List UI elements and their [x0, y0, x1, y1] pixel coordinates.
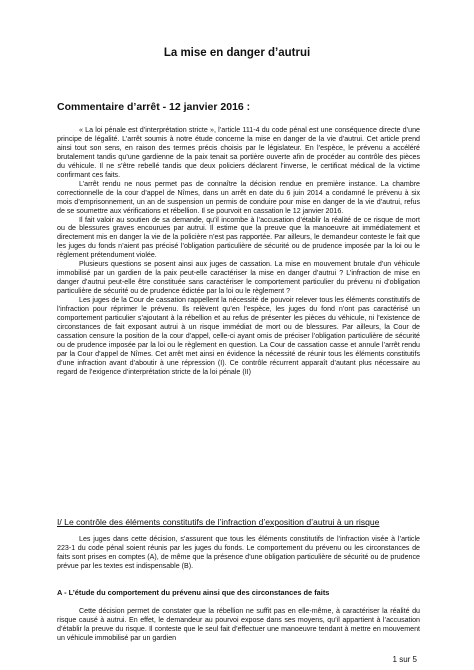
paragraph: L’arrêt rendu ne nous permet pas de connaître la décision rendue en première instance. La chambre correctionnelle de la cour d’appel de Nîmes, dans un arrêt en date du 6 juin 2014 a condamné le prévenu à six mois d’emprisonnement, un an de suspension un permis de conduire pour mise en danger de la vie d’autrui, refus de se soumettre aux vérifications et rébellion. Il se pourvoit en cassation le 12 janvier 2016. — [57, 179, 420, 215]
paragraph: Les juges de la Cour de cassation rappellent la nécessité de pouvoir relever tous les éléments constitutifs de l’infraction pour réprimer le prévenu. Ils relèvent qu’en l’espèce, les juges du fond n’ont pas caractérisé un comportement particulier s’ajoutant à la rébellion et au refus de présenter les pièces du véhicule, ni l’existence de circonstances de fait exposant autrui à un risque immédiat de mort ou de blessures. Par ailleurs, la Cour de cassation censure la position de la cour d’appel, celle-ci ayant omis de préciser l’obligation particulière de sécurité ou de prudence imposée par la loi ou le règlement en question. La Cour de cassation casse et annule l’arrêt rendu par la Cour d’appel de Nîmes. Cet arrêt met ainsi en évidence la nécessité de réunir tous les éléments constitutifs d’une infraction avant d’aboutir à une répression (I). Ce contrôle récurrent apparaît d’autant plus nécessaire au regard de l’exigence d’interprétation stricte de la loi pénale (II) — [57, 296, 420, 376]
introduction-body — [57, 126, 420, 377]
page-number: 1 sur 5 — [392, 655, 417, 664]
section-a-body — [57, 607, 420, 643]
section-1-heading: I/ Le contrôle des éléments constitutifs de l’infraction d’exposition d’autrui à un risque — [57, 517, 380, 527]
paragraph: Les juges dans cette décision, s’assurent que tous les éléments constitutifs de l’infraction visée à l’article 223-1 du code pénal soient réunis par les juges du fonds. Le comportement du prévenu ou les circonstances de faits sont prises en comptes (A), de même que la présence d’une obligation particulière de sécurité ou de prudence prévue par les textes est indispensable (B). — [57, 535, 420, 570]
paragraph: Plusieurs questions se posent ainsi aux juges de cassation. La mise en mouvement brutale d’un véhicule immobilisé par un gardien de la paix peut-elle caractériser la mise en danger d’autrui ? L’infraction de mise en danger d’autrui peut-elle être constituée sans caractériser le comportement particulier du prévenu ni d’obligation particulière de sécurité ou de prudence édictée par la loi ou le règlement ? — [57, 260, 420, 296]
paragraph: « La loi pénale est d’interprétation stricte », l’article 111-4 du code pénal est une conséquence directe d’une principe de légalité. L’arrêt soumis à notre étude concerne la mise en danger de la vie d’autrui. Cet article prend ainsi tout son sens, en raison des termes précis choisis par le législateur. En l’espèce, le prévenu a accéléré brutalement tandis qu’une gardienne de la paix tenait sa portière ouverte afin de procéder au contrôle des pièces du véhicule. Il ne s’être rebellé tandis que deux policiers déclarent l’inverse, le certificat médical de la victime confirmant ces faits. — [57, 126, 420, 179]
section-1-body — [57, 535, 420, 571]
commentary-subtitle: Commentaire d’arrêt - 12 janvier 2016 : — [57, 101, 251, 113]
paragraph: Cette décision permet de constater que la rébellion ne suffit pas en elle-même, à caractériser la réalité du risque causé à autrui. En effet, le demandeur au pourvoi expose dans ses moyens, qu’il appartient à l’accusation d’établir la preuve du risque. Il conteste que le seul fait d’effectuer une manoeuvre tendant à mettre en mouvement un véhicule immobilisé par un gardien — [57, 607, 420, 642]
page-title: La mise en danger d’autrui — [163, 47, 311, 59]
section-a-heading: A - L’étude du comportement du prévenu ainsi que des circonstances de faits — [57, 588, 330, 597]
paragraph: Il fait valoir au soutien de sa demande, qu’il incombe à l’accusation d’établir la réalité de ce risque de mort ou de blessures graves encourues par autrui. Il estime que la preuve que la manoeuvre ait immédiatement et directement mis en danger la vie de la policière n’est pas rapportée. Par ailleurs, le demandeur conteste le fait que les juges du fonds n’aient pas précisé l’obligation particulière de sécurité ou de prudence imposée par la loi ou le règlement prétendument violée. — [57, 215, 420, 260]
